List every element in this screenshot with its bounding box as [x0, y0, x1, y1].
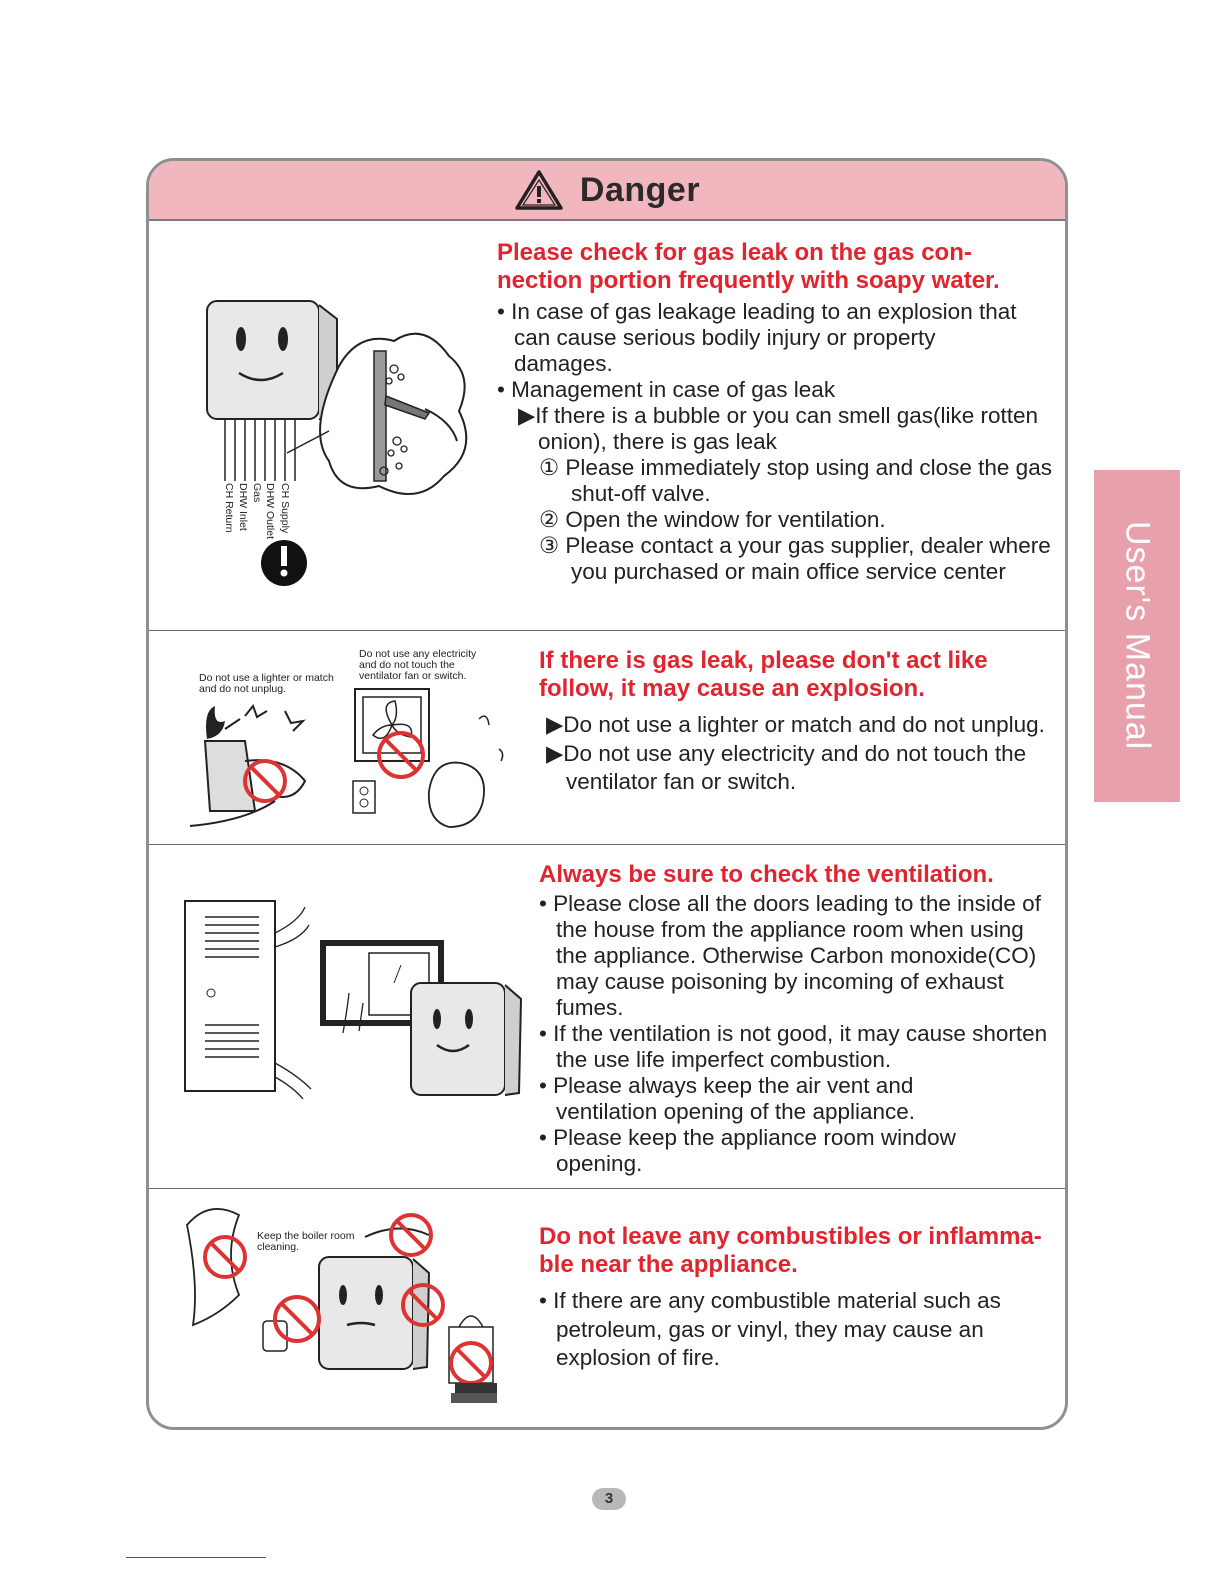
section-1-bullet-2: • Management in case of gas leak	[497, 377, 836, 402]
no-combustibles-illustration	[179, 1195, 509, 1415]
no-lighter-illustration	[185, 701, 335, 831]
section-1-step-2: ② Open the window for ventilation.	[539, 507, 886, 532]
warning-triangle-icon	[514, 169, 564, 211]
section-1-heading-line-2: nection portion frequently with soapy water.	[497, 267, 1000, 294]
footer-line	[126, 1557, 266, 1558]
section-ventilation	[149, 845, 1065, 1189]
section-1-bullet-1: • In case of gas leakage leading to an explosion that can cause serious bodily injury or property damages.	[497, 299, 1017, 376]
ventilation-illustration	[179, 893, 529, 1113]
section-3-bullet-1: • Please close all the doors leading to the inside of the house from the appliance room when using the appliance. Otherwise Carbon monoxide(CO) may cause poisoning by incoming of exhaust fumes.	[539, 891, 1041, 1020]
panel-header	[149, 161, 1065, 221]
section-3-bullet-4: • Please keep the appliance room window opening.	[539, 1125, 956, 1176]
section-2-heading-line-2: follow, it may cause an explosion.	[539, 675, 925, 702]
section-4-heading-line-2: ble near the appliance.	[539, 1251, 798, 1278]
users-manual-tab-label: User's Manual	[1118, 521, 1157, 751]
danger-panel	[146, 158, 1068, 1430]
section-no-ignition	[149, 631, 1065, 845]
section-1-step-1: ① Please immediately stop using and close the gas shut-off valve.	[539, 455, 1052, 506]
section-1-sub-item: ▶If there is a bubble or you can smell gas(like rotten onion), there is gas leak	[518, 403, 1039, 454]
section-3-heading: Always be sure to check the ventilation.	[539, 861, 994, 888]
section-1-text	[497, 239, 1057, 585]
pipe-label-dhw-inlet: DHW Inlet	[237, 483, 249, 531]
pipe-label-dhw-outlet: DHW Outlet	[264, 483, 276, 540]
section-combustibles	[149, 1189, 1065, 1430]
section-1-step-3: ③ Please contact a your gas supplier, dealer where you purchased or main office service center	[539, 533, 1051, 584]
panel-title: Danger	[579, 170, 701, 209]
users-manual-tab	[1094, 470, 1180, 802]
section-3-text	[539, 861, 1049, 1177]
no-ventilator-illustration	[349, 681, 509, 841]
section-2-heading-line-1: If there is gas leak, please don't act like	[539, 647, 988, 674]
section-4-text	[539, 1223, 1064, 1373]
illustration-label-electricity: Do not use any electricity and do not touch the ventilator fan or switch.	[359, 648, 477, 682]
section-1-heading-line-1: Please check for gas leak on the gas con-	[497, 239, 972, 266]
pipe-label-ch-supply: CH Supply	[279, 483, 291, 534]
section-3-bullet-2: • If the ventilation is not good, it may cause shorten the use life imperfect combustion.	[539, 1021, 1048, 1072]
pipe-label-gas: Gas	[251, 483, 263, 503]
pipe-labels	[219, 483, 299, 563]
section-gas-leak-check	[149, 221, 1065, 631]
page-number: 3	[592, 1488, 626, 1510]
section-3-bullet-3: • Please always keep the air vent and ventilation opening of the appliance.	[539, 1073, 916, 1124]
section-4-heading-line-1: Do not leave any combustibles or inflamma-	[539, 1223, 1042, 1250]
section-2-item-2: ▶Do not use any electricity and do not touch the ventilator fan or switch.	[546, 740, 1027, 794]
pipe-label-ch-return: CH Return	[223, 483, 235, 533]
section-4-bullet-1: • If there are any combustible material such as petroleum, gas or vinyl, they may cause an explosion of fire.	[539, 1288, 1001, 1370]
section-2-text	[539, 647, 1049, 797]
section-2-item-1: ▶Do not use a lighter or match and do not unplug.	[546, 712, 1045, 737]
illustration-label-lighter: Do not use a lighter or match and do not unplug.	[199, 672, 334, 695]
illustration-label-cleaning: Keep the boiler room cleaning.	[257, 1230, 355, 1253]
